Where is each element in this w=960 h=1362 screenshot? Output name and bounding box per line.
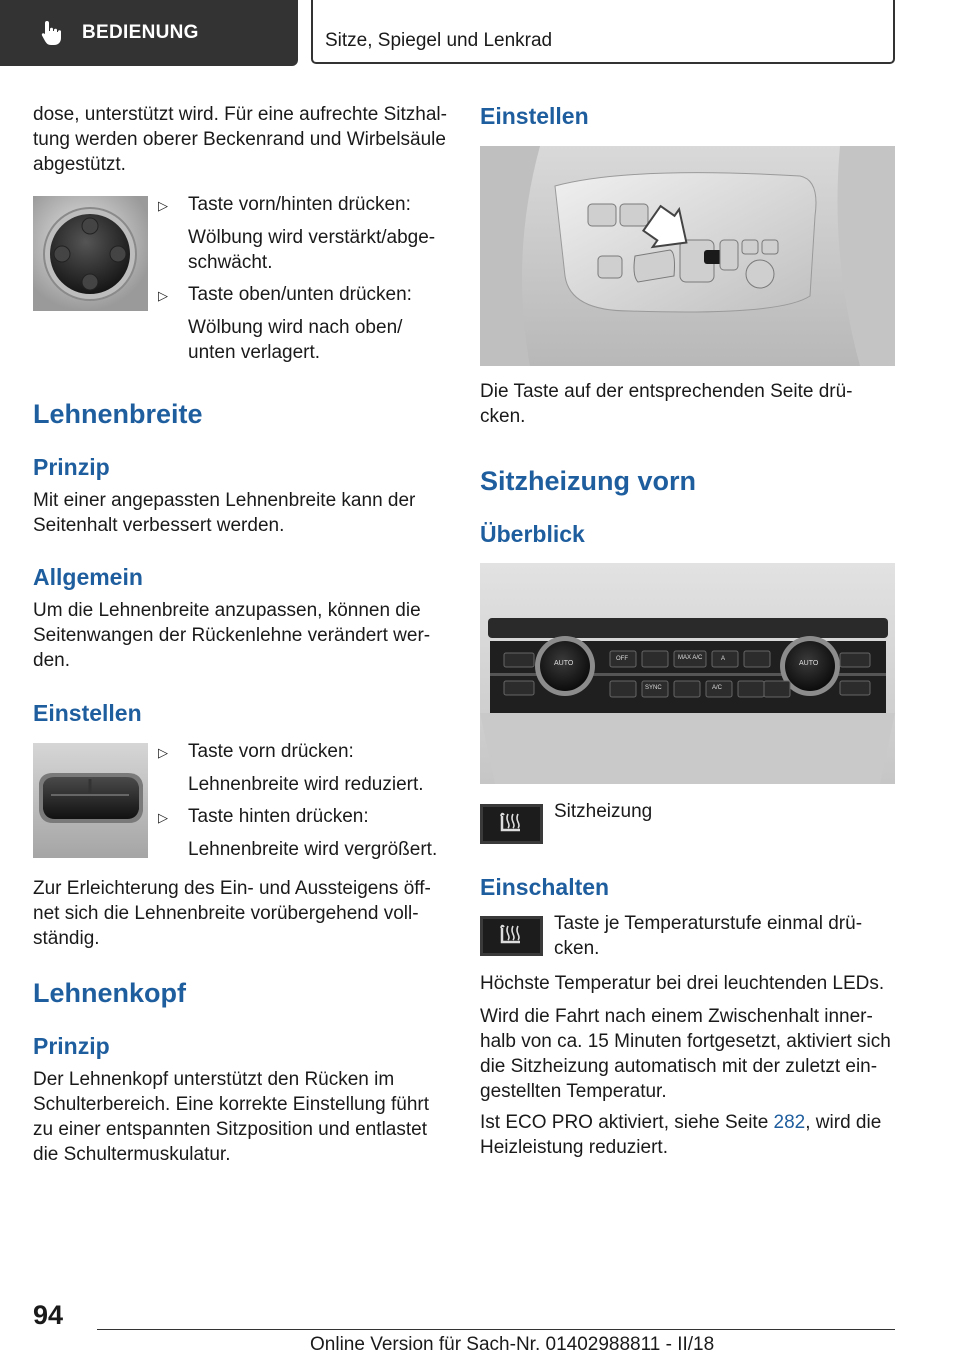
lumbar-instructions bbox=[158, 192, 453, 365]
panel-label-ac: A/C bbox=[712, 685, 723, 691]
footer-online-version: Online Version für Sach-Nr. 01402988811 - II/18 bbox=[310, 1334, 715, 1355]
section-title: Sitze, Spiegel und Lenkrad bbox=[325, 30, 553, 51]
list-item: ▷ Taste hinten drücken: bbox=[158, 804, 453, 830]
chapter-tab bbox=[0, 0, 298, 66]
panel-label-off: OFF bbox=[616, 656, 628, 662]
allgemein-paragraph: Um die Lehnenbreite anzupassen, können die Seitenwangen der Rückenlehne verändert wer-den. bbox=[33, 600, 431, 671]
backrest-width-button-image bbox=[33, 743, 148, 858]
hand-pointer-icon bbox=[40, 20, 64, 46]
list-item: ▷ Taste oben/unten drücken: bbox=[158, 282, 453, 308]
triangle-bullet-icon: ▷ bbox=[158, 745, 168, 760]
footer-divider bbox=[97, 1329, 895, 1330]
seat-heating-button-icon bbox=[480, 804, 543, 844]
lumbar-button-image bbox=[33, 196, 148, 311]
triangle-bullet-icon: ▷ bbox=[158, 810, 168, 825]
heading-sitzheizung-vorn: Sitzheizung vorn bbox=[480, 466, 696, 496]
heading-einstellen: Einstellen bbox=[33, 700, 142, 726]
heading-allgemein: Allgemein bbox=[33, 564, 143, 590]
backrest-note-paragraph: Zur Erleichterung des Ein- und Aussteigens öff-net sich die Lehnenbreite vorübergehend voll-ständig. bbox=[33, 878, 431, 949]
seat-heating-button-icon-2 bbox=[480, 916, 543, 956]
triangle-bullet-icon: ▷ bbox=[158, 198, 168, 213]
lehnenkopf-paragraph: Der Lehnenkopf unterstützt den Rücken im Schulterbereich. Eine korrekte Einstellung führt zu einer entspannten Sitzposition und entlastet die Schultermuskulatur. bbox=[33, 1069, 430, 1165]
list-item: ▷ Taste vorn drücken: bbox=[158, 739, 453, 765]
list-item-detail: Wölbung wird verstärkt/abge-schwächt. bbox=[188, 227, 436, 273]
heading-prinzip-2: Prinzip bbox=[33, 1033, 110, 1059]
auto-activation-paragraph: Wird die Fahrt nach einem Zwischenhalt inner-halb von ca. 15 Minuten fortgesetzt, aktiviert sich die Sitzheizung automatisch mit der zuletzt ein-gestellten Temperatur. bbox=[480, 1006, 891, 1102]
heading-lehnenkopf: Lehnenkopf bbox=[33, 978, 186, 1008]
prinzip-paragraph: Mit einer angepassten Lehnenbreite kann der Seitenhalt verbessert werden. bbox=[33, 490, 416, 536]
heading-einschalten: Einschalten bbox=[480, 874, 610, 900]
heading-einstellen-right: Einstellen bbox=[480, 103, 589, 129]
seat-heating-caption: Sitzheizung bbox=[554, 801, 653, 822]
chapter-title: BEDIENUNG bbox=[82, 22, 199, 43]
einstellen-paragraph: Die Taste auf der entsprechenden Seite drü-cken. bbox=[480, 381, 853, 427]
heading-ueberblick: Überblick bbox=[480, 521, 585, 547]
section-tab bbox=[311, 0, 895, 64]
list-item-detail: Lehnenbreite wird vergrößert. bbox=[188, 839, 438, 860]
list-item-detail: Lehnenbreite wird reduziert. bbox=[188, 774, 424, 795]
panel-label-a: A bbox=[721, 656, 726, 662]
panel-label-auto-right: AUTO bbox=[799, 660, 819, 667]
panel-label-auto-left: AUTO bbox=[554, 660, 574, 667]
backrest-width-instructions bbox=[158, 739, 453, 862]
triangle-bullet-icon: ▷ bbox=[158, 288, 168, 303]
page-number: 94 bbox=[33, 1300, 64, 1330]
einschalten-paragraph: Taste je Temperaturstufe einmal drü-cken. bbox=[554, 913, 863, 959]
intro-paragraph: dose, unterstützt wird. Für eine aufrechte Sitzhal-tung werden oberer Beckenrand und Wirbelsäule abgestützt. bbox=[33, 104, 447, 175]
eco-pro-paragraph: Ist ECO PRO aktiviert, siehe Seite 282, wird die Heizleistung reduziert. bbox=[480, 1112, 882, 1158]
climate-panel-image bbox=[480, 563, 895, 784]
panel-label-maxac: MAX A/C bbox=[678, 655, 703, 661]
page-link-282[interactable]: 282 bbox=[773, 1112, 806, 1133]
heading-prinzip: Prinzip bbox=[33, 454, 110, 480]
seat-controls-image bbox=[480, 146, 895, 366]
heading-lehnenbreite: Lehnenbreite bbox=[33, 399, 203, 429]
list-item-detail: Wölbung wird nach oben/ unten verlagert. bbox=[188, 317, 403, 363]
list-item: ▷ Taste vorn/hinten drücken: bbox=[158, 192, 453, 218]
panel-label-sync: SYNC bbox=[645, 685, 662, 691]
temperature-paragraph: Höchste Temperatur bei drei leuchtenden LEDs. bbox=[480, 973, 885, 994]
